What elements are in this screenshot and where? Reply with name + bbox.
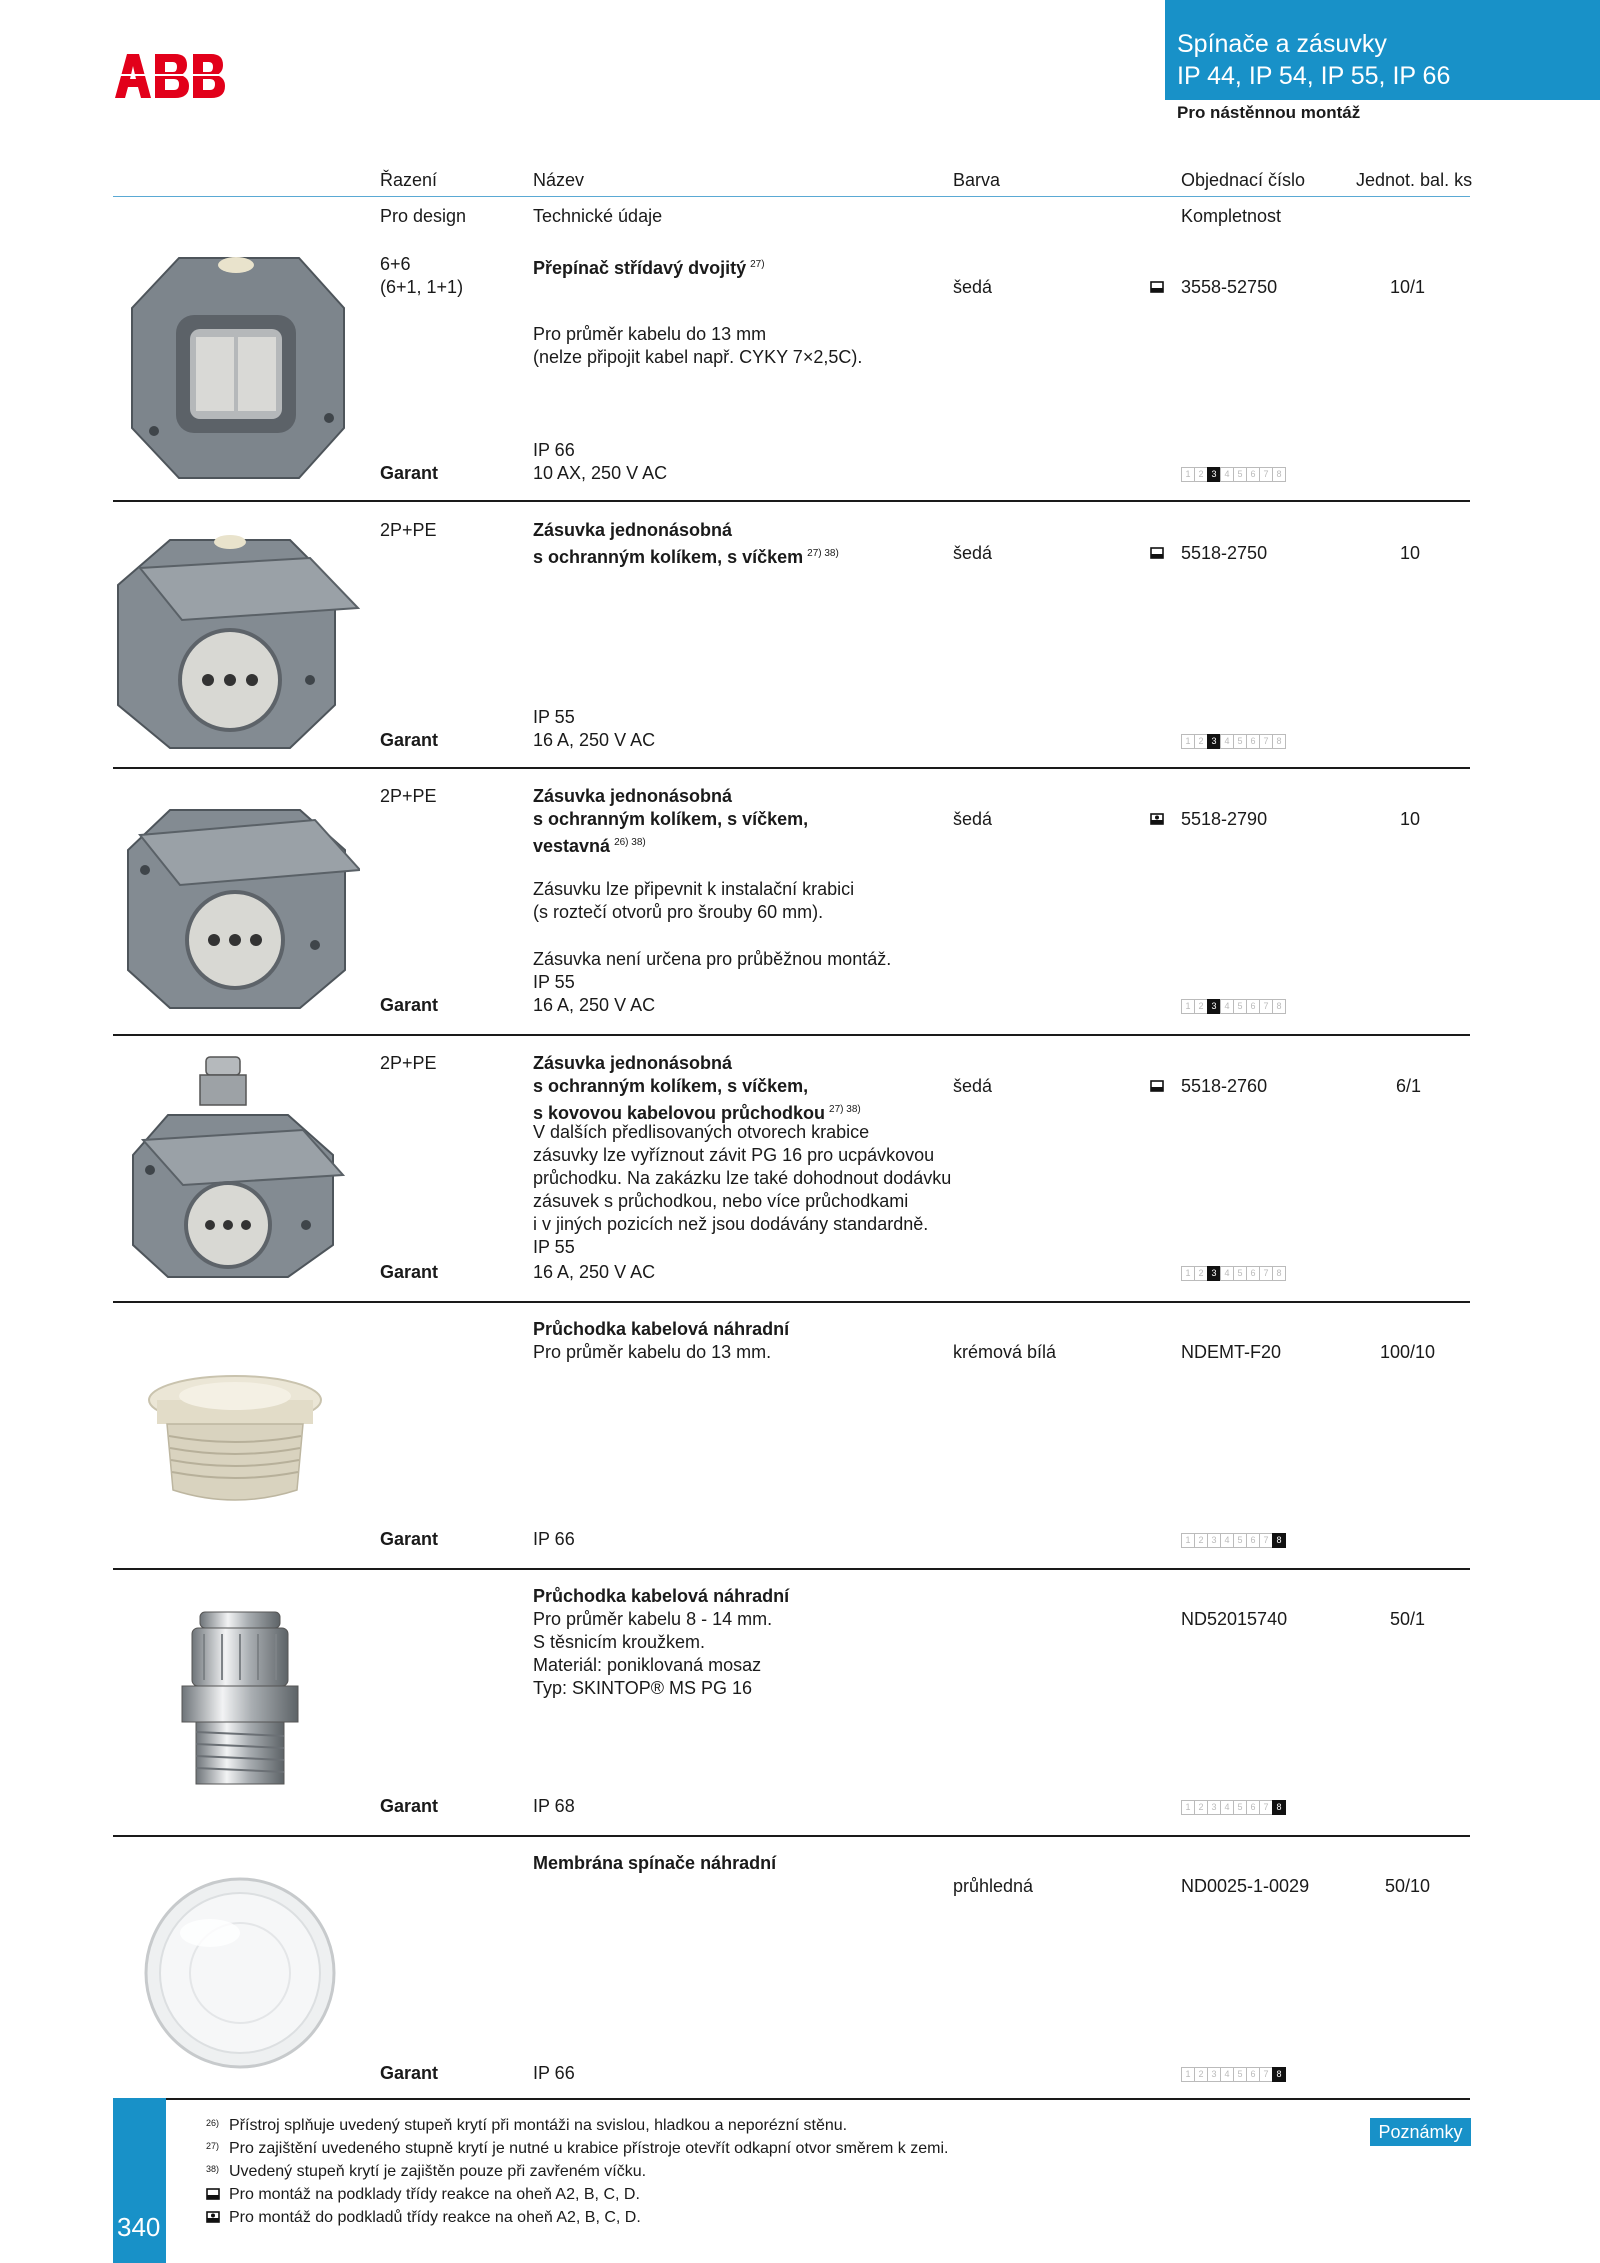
p2-name-2: s ochranným kolíkem, s víčkem $^{27) 38)}$ [533,547,839,567]
header-subtitle: Pro nástěnnou montáž [1177,103,1361,122]
scale-cell: 2 [1194,467,1207,482]
product-image-socket-gland [128,1055,348,1280]
header-ip-range: IP 44, IP 54, IP 55, IP 66 [1177,62,1451,90]
col-objednaci: Objednací číslo [1181,170,1306,190]
scale-cell: 5 [1233,734,1246,749]
scale-cell: 8 [1272,734,1286,749]
col-jednot: Jednot. bal. ks [1356,170,1473,190]
row-divider [113,1034,1470,1036]
p7-rating: IP 66 [533,2063,575,2083]
p7-garant: Garant [380,2063,439,2083]
p4-desc-2: zásuvky lze vyříznout závit PG 16 pro ucpávkovou [533,1145,935,1165]
scale-cell: 3 [1207,1266,1220,1281]
p4-name-1: Zásuvka jednonásobná [533,1053,733,1073]
p6-pack: 50/1 [1390,1609,1426,1629]
p3-ip: IP 55 [533,972,575,992]
p6-completeness-scale [1181,1800,1286,1815]
p2-completeness-scale [1181,734,1286,749]
scale-cell: 1 [1181,467,1194,482]
p4-completeness-scale [1181,1266,1286,1281]
p4-garant: Garant [380,1262,439,1282]
box-mount-icon [206,2188,220,2200]
scale-cell: 7 [1259,1266,1272,1281]
p1-name: Přepínač střídavý dvojitý $^{27)}$ [533,258,765,278]
header-divider [113,196,1470,197]
scale-cell: 8 [1272,2067,1286,2082]
scale-cell: 2 [1194,1533,1207,1548]
p4-rating: 16 A, 250 V AC [533,1262,656,1282]
p2-color: šedá [953,543,993,563]
p6-desc-1: Pro průměr kabelu 8 - 14 mm. [533,1609,773,1629]
p2-order: 5518-2750 [1181,543,1268,563]
scale-cell: 4 [1220,467,1233,482]
p7-completeness-scale [1181,2067,1286,2082]
scale-cell: 5 [1233,1533,1246,1548]
p2-ip: IP 55 [533,707,575,727]
product-image-gland-plastic [145,1370,325,1510]
scale-cell: 1 [1181,2067,1194,2082]
scale-cell: 7 [1259,1533,1272,1548]
footnote-key: 27) [206,2141,220,2151]
scale-cell: 3 [1207,734,1220,749]
p2-pack: 10 [1400,543,1421,563]
product-image-socket-flush [120,790,360,1010]
p1-rating: 10 AX, 250 V AC [533,463,668,483]
p3-name-1: Zásuvka jednonásobná [533,786,733,806]
p6-rating: IP 68 [533,1796,575,1816]
product-image-socket-lid [110,520,360,750]
header-title: Spínače a zásuvky [1177,30,1387,58]
scale-cell: 1 [1181,734,1194,749]
notes-tab: Poznámky [1370,2118,1471,2146]
col-kompletnost: Kompletnost [1181,206,1282,226]
p6-order: ND52015740 [1181,1609,1288,1629]
flame-mount-icon [1150,813,1164,825]
p5-pack: 100/10 [1380,1342,1436,1362]
scale-cell: 2 [1194,1800,1207,1815]
p2-rating: 16 A, 250 V AC [533,730,656,750]
product-image-membrane [140,1873,340,2073]
p5-rating: IP 66 [533,1529,575,1549]
scale-cell: 3 [1207,1800,1220,1815]
scale-cell: 4 [1220,1800,1233,1815]
product-image-gland-metal [170,1610,310,1790]
scale-cell: 2 [1194,2067,1207,2082]
footnote-27: Pro zajištění uvedeného stupně krytí je nutné u krabice přístroje otevřít odkapní otvor směrem k zemi. [229,2140,949,2157]
p4-pack: 6/1 [1396,1076,1422,1096]
p3-rating: 16 A, 250 V AC [533,995,656,1015]
footnote-box: Pro montáž na podklady třídy reakce na oheň A2, B, C, D. [229,2186,640,2203]
p4-desc-1: V dalších předlisovaných otvorech krabice [533,1122,870,1142]
scale-cell: 6 [1246,467,1259,482]
p3-desc-4: Zásuvka není určena pro průběžnou montáž. [533,949,892,969]
flame-mount-icon [206,2211,220,2223]
scale-cell: 1 [1181,999,1194,1014]
product-image-switch [124,253,350,483]
scale-cell: 7 [1259,1800,1272,1815]
scale-cell: 3 [1207,467,1220,482]
scale-cell: 1 [1181,1533,1194,1548]
p3-order: 5518-2790 [1181,809,1268,829]
p1-color: šedá [953,277,993,297]
p1-ip: IP 66 [533,440,575,460]
scale-cell: 4 [1220,999,1233,1014]
box-mount-icon [1150,281,1164,293]
p4-color: šedá [953,1076,993,1096]
p4-desc-3: průchodku. Na zakázku lze také dohodnout dodávku [533,1168,952,1188]
scale-cell: 8 [1272,467,1286,482]
p4-razeni: 2P+PE [380,1053,437,1073]
scale-cell: 8 [1272,1800,1286,1815]
col-pro-design: Pro design [380,206,467,226]
p1-desc-1: Pro průměr kabelu do 13 mm [533,324,767,344]
col-technicke: Technické údaje [533,206,663,226]
p3-desc-2: (s roztečí otvorů pro šrouby 60 mm). [533,902,824,922]
scale-cell: 1 [1181,1800,1194,1815]
p1-razeni-1: 6+6 [380,254,411,274]
row-divider [113,1568,1470,1570]
p3-name-2: s ochranným kolíkem, s víčkem, [533,809,809,829]
p6-desc-2: S těsnicím kroužkem. [533,1632,706,1652]
row-divider [113,1301,1470,1303]
p4-order: 5518-2760 [1181,1076,1268,1096]
p4-name-3: s kovovou kabelovou průchodkou $^{27) 38)}$ [533,1103,861,1123]
p3-garant: Garant [380,995,439,1015]
p5-name: Průchodka kabelová náhradní [533,1319,790,1339]
row-divider [113,767,1470,769]
scale-cell: 8 [1272,999,1286,1014]
p2-razeni: 2P+PE [380,520,437,540]
p4-desc-4: zásuvek s průchodkou, nebo více průchodkami [533,1191,909,1211]
footnote-38: Uvedený stupeň krytí je zajištěn pouze při zavřeném víčku. [229,2163,647,2180]
p6-desc-4: Typ: SKINTOP® MS PG 16 [533,1678,752,1698]
scale-cell: 5 [1233,2067,1246,2082]
scale-cell: 3 [1207,999,1220,1014]
p6-name: Průchodka kabelová náhradní [533,1586,790,1606]
scale-cell: 5 [1233,999,1246,1014]
box-mount-icon [1150,1080,1164,1092]
scale-cell: 5 [1233,467,1246,482]
scale-cell: 6 [1246,1800,1259,1815]
p3-pack: 10 [1400,809,1421,829]
scale-cell: 2 [1194,1266,1207,1281]
p6-desc-3: Materiál: poniklovaná mosaz [533,1655,762,1675]
box-mount-icon [1150,547,1164,559]
scale-cell: 5 [1233,1800,1246,1815]
p3-color: šedá [953,809,993,829]
scale-cell: 6 [1246,999,1259,1014]
scale-cell: 7 [1259,2067,1272,2082]
scale-cell: 4 [1220,1266,1233,1281]
row-divider [113,1835,1470,1837]
col-barva: Barva [953,170,1001,190]
p3-name-3: vestavná $^{26) 38)}$ [533,836,646,856]
scale-cell: 4 [1220,734,1233,749]
p7-color: průhledná [953,1876,1034,1896]
p5-garant: Garant [380,1529,439,1549]
scale-cell: 6 [1246,2067,1259,2082]
scale-cell: 2 [1194,734,1207,749]
scale-cell: 4 [1220,1533,1233,1548]
scale-cell: 3 [1207,2067,1220,2082]
scale-cell: 4 [1220,2067,1233,2082]
row-divider [113,500,1470,502]
p1-pack: 10/1 [1390,277,1426,297]
page-number: 340 [117,2212,161,2242]
p1-order: 3558-52750 [1181,277,1278,297]
footnote-key: 38) [206,2164,220,2174]
p7-name: Membrána spínače náhradní [533,1853,777,1873]
scale-cell: 7 [1259,999,1272,1014]
scale-cell: 2 [1194,999,1207,1014]
p2-garant: Garant [380,730,439,750]
scale-cell: 6 [1246,1533,1259,1548]
scale-cell: 7 [1259,734,1272,749]
p1-completeness-scale [1181,467,1286,482]
col-razeni: Řazení [380,170,438,190]
footer-divider [113,2098,1470,2100]
col-nazev: Název [533,170,585,190]
p3-desc-1: Zásuvku lze připevnit k instalační krabici [533,879,855,899]
scale-cell: 6 [1246,734,1259,749]
p4-desc-5: i v jiných pozicích než jsou dodávány standardně. [533,1214,929,1234]
p6-garant: Garant [380,1796,439,1816]
p5-color: krémová bílá [953,1342,1057,1362]
scale-cell: 8 [1272,1266,1286,1281]
scale-cell: 7 [1259,467,1272,482]
scale-cell: 8 [1272,1533,1286,1548]
p2-name-1: Zásuvka jednonásobná [533,520,733,540]
footnote-key: 26) [206,2118,220,2128]
p7-pack: 50/10 [1385,1876,1431,1896]
p1-garant: Garant [380,463,439,483]
p4-name-2: s ochranným kolíkem, s víčkem, [533,1076,809,1096]
p1-desc-2: (nelze připojit kabel např. CYKY 7×2,5C). [533,347,863,367]
p5-completeness-scale [1181,1533,1286,1548]
p5-order: NDEMT-F20 [1181,1342,1282,1362]
p5-desc: Pro průměr kabelu do 13 mm. [533,1342,772,1362]
p3-razeni: 2P+PE [380,786,437,806]
footnote-flame: Pro montáž do podkladů třídy reakce na oheň A2, B, C, D. [229,2209,641,2226]
p4-ip: IP 55 [533,1237,575,1257]
p1-razeni-2: (6+1, 1+1) [380,277,464,297]
header-title-box [1165,0,1600,100]
p3-completeness-scale [1181,999,1286,1014]
scale-cell: 5 [1233,1266,1246,1281]
footnote-26: Přístroj splňuje uvedený stupeň krytí při montáži na svislou, hladkou a neporézní stěnu. [229,2117,848,2134]
abb-logo [113,52,225,100]
scale-cell: 6 [1246,1266,1259,1281]
p7-order: ND0025-1-0029 [1181,1876,1310,1896]
scale-cell: 3 [1207,1533,1220,1548]
scale-cell: 1 [1181,1266,1194,1281]
